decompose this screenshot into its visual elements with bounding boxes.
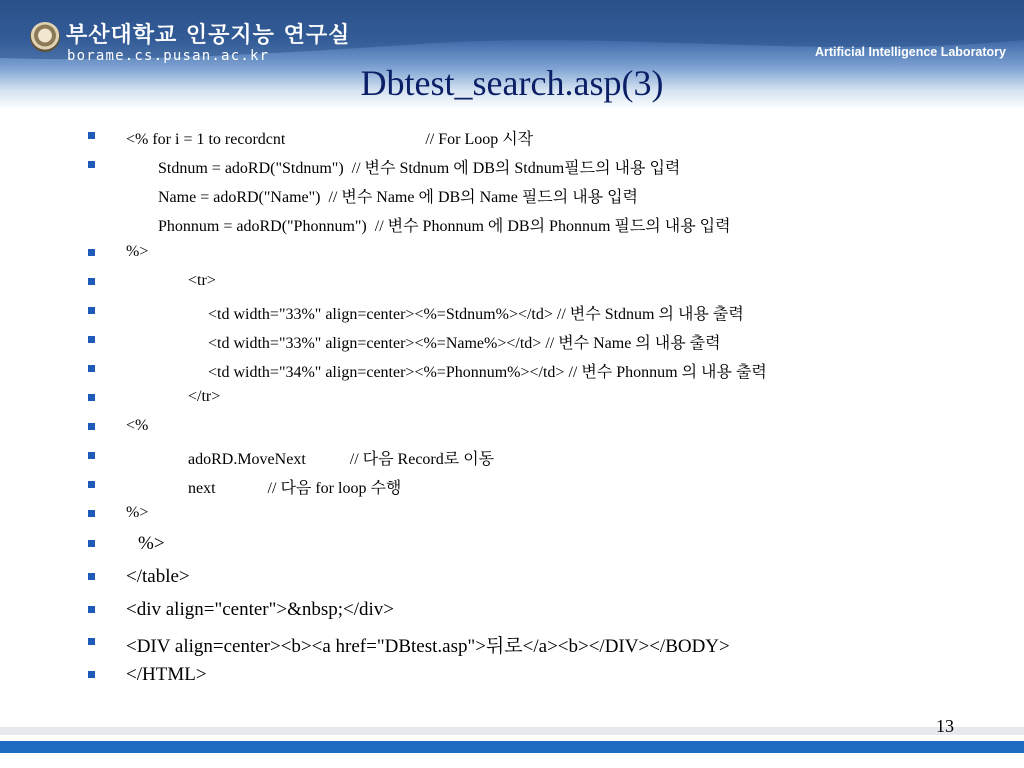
bullet-icon <box>88 336 95 343</box>
code-line: Phonnum = adoRD("Phonnum") // 변수 Phonnum 에 DB의 Phonnum 필드의 내용 입력 <box>126 218 731 235</box>
code-line: </tr> <box>188 388 221 405</box>
code-line: <% <box>126 417 149 434</box>
bullet-icon <box>88 394 95 401</box>
bullet-icon <box>88 606 95 613</box>
list-item <box>0 504 149 530</box>
bullet-icon <box>88 540 95 547</box>
code-line: %> <box>126 243 149 260</box>
code-line: next // 다음 for loop 수행 <box>188 480 402 497</box>
list-item <box>0 446 495 472</box>
list-item <box>0 213 731 239</box>
bullet-icon <box>88 452 95 459</box>
list-item <box>0 359 767 385</box>
footer-bar <box>0 741 1024 753</box>
bullet-icon <box>88 510 95 517</box>
list-item <box>0 388 221 414</box>
list-item <box>0 330 721 356</box>
bullet-icon <box>88 573 95 580</box>
code-line: <td width="34%" align=center><%=Phonnum%></td> // 변수 Phonnum 의 내용 출력 <box>208 364 767 381</box>
lab-name-english: Artificial Intelligence Laboratory <box>814 45 1006 59</box>
code-line: </table> <box>126 566 190 587</box>
bullet-icon <box>88 671 95 678</box>
code-line: </HTML> <box>126 664 207 685</box>
list-item <box>0 664 207 690</box>
list-item <box>0 599 395 625</box>
code-line: <% for i = 1 to recordcnt // For Loop 시작 <box>126 131 534 148</box>
lab-name-korean: 부산대학교 인공지능 연구실 <box>66 23 351 48</box>
lab-url: borame.cs.pusan.ac.kr <box>67 48 270 64</box>
code-line: <div align="center">&nbsp;</div> <box>126 599 395 620</box>
bullet-icon <box>88 132 95 139</box>
list-item <box>0 243 149 269</box>
list-item <box>0 417 149 443</box>
code-line: <DIV align=center><b><a href="DBtest.asp">뒤로</a><b></DIV></BODY> <box>126 636 730 657</box>
list-item <box>0 126 534 152</box>
code-line: Name = adoRD("Name") // 변수 Name 에 DB의 Name 필드의 내용 입력 <box>126 189 639 206</box>
bullet-icon <box>88 249 95 256</box>
code-line: <tr> <box>188 272 216 289</box>
bullet-icon <box>88 423 95 430</box>
list-item <box>0 631 730 657</box>
list-item <box>0 566 190 592</box>
bullet-icon <box>88 365 95 372</box>
bullet-icon <box>88 481 95 488</box>
list-item <box>0 155 681 181</box>
slide-title: Dbtest_search.asp(3) <box>360 63 664 103</box>
list-item <box>0 475 402 501</box>
list-item <box>0 301 744 327</box>
code-line: <td width="33%" align=center><%=Name%></td> // 변수 Name 의 내용 출력 <box>208 335 721 352</box>
code-line: <td width="33%" align=center><%=Stdnum%></td> // 변수 Stdnum 의 내용 출력 <box>208 306 744 323</box>
footer-divider <box>0 727 1024 735</box>
bullet-icon <box>88 307 95 314</box>
page-number: 13 <box>936 716 954 736</box>
university-seal-icon <box>30 22 60 52</box>
bullet-icon <box>88 161 95 168</box>
list-item <box>0 272 216 298</box>
list-item <box>0 184 639 210</box>
list-item <box>0 533 165 559</box>
code-line: Stdnum = adoRD("Stdnum") // 변수 Stdnum 에 DB의 Stdnum필드의 내용 입력 <box>126 160 681 177</box>
code-line: adoRD.MoveNext // 다음 Record로 이동 <box>188 451 495 468</box>
bullet-icon <box>88 638 95 645</box>
code-line: %> <box>126 504 149 521</box>
code-line: %> <box>138 533 165 554</box>
bullet-icon <box>88 278 95 285</box>
